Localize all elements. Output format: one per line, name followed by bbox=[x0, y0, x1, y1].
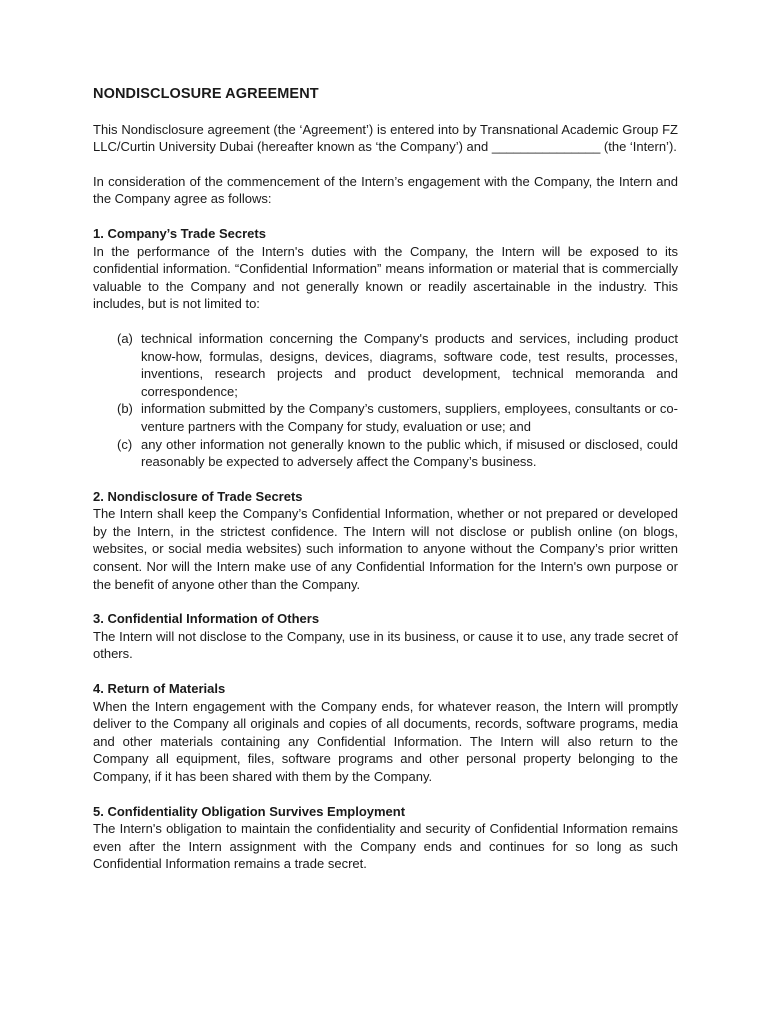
list-item-text: information submitted by the Company’s customers, suppliers, employees, consultants or co-venture partners with the Company for study, evaluation or use; and bbox=[141, 401, 678, 434]
intro-paragraph: This Nondisclosure agreement (the ‘Agreement’) is entered into by Transnational Academic Group FZ LLC/Curtin University Dubai (hereafter known as ‘the Company’) and _______________ (the ‘Intern’). bbox=[93, 121, 678, 155]
section-return-of-materials bbox=[93, 680, 678, 786]
list-item bbox=[117, 436, 678, 471]
section-nondisclosure bbox=[93, 488, 678, 594]
list-item-label: (c) bbox=[117, 436, 133, 452]
list-item bbox=[117, 400, 678, 435]
section-body: The Intern's obligation to maintain the confidentiality and security of Confidential Information remains even after the Intern assignment with the Company ends and continues for so long as such Confidential Information remains a trade secret. bbox=[93, 821, 678, 872]
section-obligation-survives bbox=[93, 803, 678, 873]
trade-secrets-list bbox=[93, 330, 678, 471]
list-item bbox=[117, 330, 678, 400]
list-item-label: (b) bbox=[117, 401, 133, 417]
section-heading: 3. Confidential Information of Others bbox=[93, 611, 320, 627]
list-item-text: any other information not generally known to the public which, if misused or disclosed, could reasonably be expected to adversely affect the Company’s business. bbox=[141, 436, 678, 470]
section-heading: 4. Return of Materials bbox=[93, 681, 226, 697]
section-confidential-info-others bbox=[93, 610, 678, 663]
document-page bbox=[93, 86, 678, 890]
document-title: NONDISCLOSURE AGREEMENT bbox=[93, 86, 319, 102]
section-body: In the performance of the Intern's duties with the Company, the Intern will be exposed to its confidential information. “Confidential Information” means information or material that is commercially valuable to the Company and not generally known or readily ascertainable in the industry. This includes, but is not limited to: bbox=[93, 243, 678, 312]
section-heading: 1. Company’s Trade Secrets bbox=[93, 225, 266, 241]
list-item-text: technical information concerning the Company's products and services, including product know-how, formulas, designs, devices, diagrams, software code, test results, processes, inventions, research projects and product development, technical memoranda and correspondence; bbox=[141, 330, 678, 399]
section-body: When the Intern engagement with the Company ends, for whatever reason, the Intern will promptly deliver to the Company all originals and copies of all documents, records, software programs, media and other materials containing any Confidential Information. The Intern will also return to the Company all equipment, files, software programs and other personal property belonging to the Company, if it has been shared with them by the Company. bbox=[93, 698, 678, 784]
section-body: The Intern will not disclose to the Company, use in its business, or cause it to use, any trade secret of others. bbox=[93, 628, 678, 662]
list-item-label: (a) bbox=[117, 330, 133, 346]
section-body: The Intern shall keep the Company’s Confidential Information, whether or not prepared or developed by the Intern, in the strictest confidence. The Intern will not disclose or publish online (on blogs, websites, or social media websites) such information to anyone without the Company’s prior written consent. Nor will the Intern make use of any Confidential Information for the Intern's own purpose or the benefit of anyone other than the Company. bbox=[93, 506, 678, 592]
section-heading: 2. Nondisclosure of Trade Secrets bbox=[93, 488, 303, 504]
section-trade-secrets bbox=[93, 225, 678, 471]
consideration-paragraph: In consideration of the commencement of the Intern’s engagement with the Company, the Intern and the Company agree as follows: bbox=[93, 173, 678, 207]
section-heading: 5. Confidentiality Obligation Survives Employment bbox=[93, 803, 406, 819]
